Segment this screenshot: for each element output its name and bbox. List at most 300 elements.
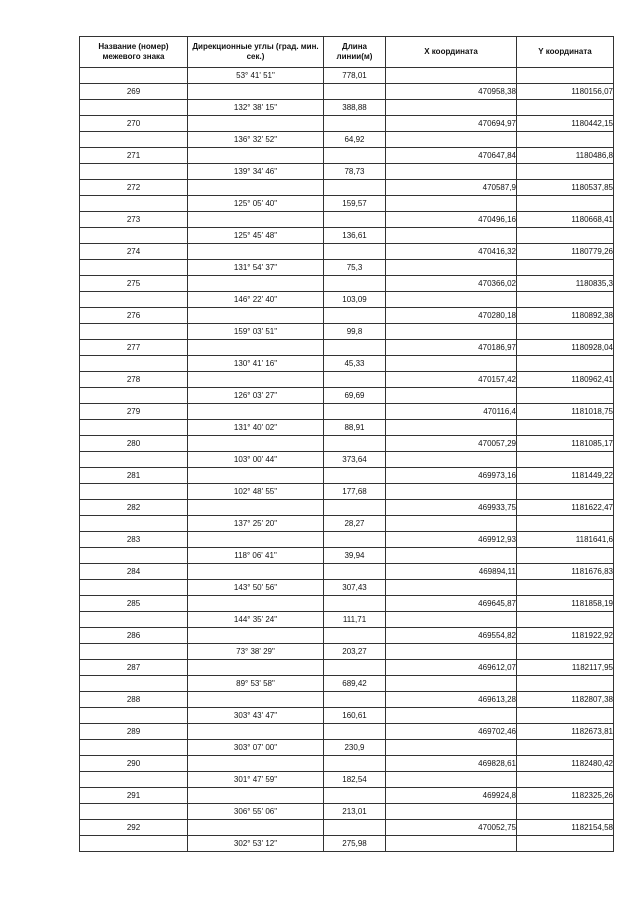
segment-length: 778,01 (324, 68, 386, 84)
empty-cell (386, 100, 517, 116)
point-row (80, 180, 614, 196)
empty-cell (324, 724, 386, 740)
empty-cell (517, 100, 614, 116)
empty-cell (324, 84, 386, 100)
segment-row (80, 452, 614, 468)
point-row (80, 756, 614, 772)
segment-bearing: 118° 06' 41" (188, 548, 324, 564)
point-y-coordinate: 1180486,8 (517, 148, 614, 164)
empty-cell (80, 228, 188, 244)
header-x-coordinate: X координата (386, 37, 517, 68)
empty-cell (80, 612, 188, 628)
point-y-coordinate: 1182480,42 (517, 756, 614, 772)
empty-cell (386, 708, 517, 724)
empty-cell (188, 756, 324, 772)
empty-cell (80, 708, 188, 724)
point-y-coordinate: 1180779,26 (517, 244, 614, 260)
segment-bearing: 102° 48' 55" (188, 484, 324, 500)
segment-row (80, 644, 614, 660)
point-row (80, 308, 614, 324)
point-y-coordinate: 1180835,3 (517, 276, 614, 292)
point-row (80, 212, 614, 228)
empty-cell (324, 692, 386, 708)
point-name: 276 (80, 308, 188, 324)
segment-bearing: 306° 55' 06" (188, 804, 324, 820)
point-row (80, 468, 614, 484)
empty-cell (517, 836, 614, 852)
segment-row (80, 388, 614, 404)
point-name: 270 (80, 116, 188, 132)
point-x-coordinate: 470958,38 (386, 84, 517, 100)
empty-cell (324, 116, 386, 132)
table-body (80, 68, 614, 852)
empty-cell (188, 596, 324, 612)
point-x-coordinate: 469613,28 (386, 692, 517, 708)
point-row (80, 436, 614, 452)
segment-bearing: 131° 54' 37" (188, 260, 324, 276)
segment-bearing: 125° 05' 40" (188, 196, 324, 212)
point-x-coordinate: 470647,84 (386, 148, 517, 164)
empty-cell (188, 180, 324, 196)
empty-cell (386, 772, 517, 788)
empty-cell (188, 500, 324, 516)
point-row (80, 532, 614, 548)
empty-cell (80, 804, 188, 820)
point-y-coordinate: 1182154,58 (517, 820, 614, 836)
empty-cell (188, 660, 324, 676)
segment-row (80, 740, 614, 756)
empty-cell (386, 196, 517, 212)
empty-cell (386, 548, 517, 564)
segment-length: 88,91 (324, 420, 386, 436)
header-y-coordinate: Y координата (517, 37, 614, 68)
empty-cell (386, 580, 517, 596)
segment-bearing: 103° 00' 44" (188, 452, 324, 468)
point-name: 284 (80, 564, 188, 580)
empty-cell (517, 548, 614, 564)
empty-cell (188, 692, 324, 708)
empty-cell (386, 228, 517, 244)
point-x-coordinate: 469924,8 (386, 788, 517, 804)
empty-cell (188, 244, 324, 260)
segment-length: 64,92 (324, 132, 386, 148)
segment-bearing: 146° 22' 40" (188, 292, 324, 308)
point-x-coordinate: 469973,16 (386, 468, 517, 484)
empty-cell (80, 740, 188, 756)
point-name: 279 (80, 404, 188, 420)
point-row (80, 820, 614, 836)
empty-cell (188, 116, 324, 132)
empty-cell (80, 260, 188, 276)
point-y-coordinate: 1181449,22 (517, 468, 614, 484)
segment-row (80, 356, 614, 372)
empty-cell (386, 644, 517, 660)
point-name: 286 (80, 628, 188, 644)
empty-cell (386, 740, 517, 756)
segment-length: 177,68 (324, 484, 386, 500)
empty-cell (517, 452, 614, 468)
empty-cell (324, 212, 386, 228)
point-y-coordinate: 1181641,6 (517, 532, 614, 548)
empty-cell (324, 340, 386, 356)
segment-length: 111,71 (324, 612, 386, 628)
segment-row (80, 484, 614, 500)
segment-bearing: 139° 34' 46" (188, 164, 324, 180)
empty-cell (324, 628, 386, 644)
point-row (80, 372, 614, 388)
empty-cell (324, 180, 386, 196)
header-row (80, 37, 614, 68)
empty-cell (386, 612, 517, 628)
segment-row (80, 196, 614, 212)
point-name: 283 (80, 532, 188, 548)
point-name: 287 (80, 660, 188, 676)
point-y-coordinate: 1181676,83 (517, 564, 614, 580)
segment-bearing: 144° 35' 24" (188, 612, 324, 628)
point-y-coordinate: 1181622,47 (517, 500, 614, 516)
empty-cell (188, 820, 324, 836)
segment-row (80, 708, 614, 724)
segment-row (80, 228, 614, 244)
point-row (80, 404, 614, 420)
empty-cell (517, 484, 614, 500)
segment-length: 160,61 (324, 708, 386, 724)
empty-cell (517, 132, 614, 148)
point-row (80, 692, 614, 708)
point-row (80, 116, 614, 132)
point-x-coordinate: 470116,4 (386, 404, 517, 420)
empty-cell (386, 164, 517, 180)
empty-cell (517, 228, 614, 244)
empty-cell (80, 388, 188, 404)
segment-bearing: 53° 41' 51" (188, 68, 324, 84)
segment-length: 213,01 (324, 804, 386, 820)
point-x-coordinate: 469933,75 (386, 500, 517, 516)
empty-cell (386, 676, 517, 692)
empty-cell (80, 484, 188, 500)
empty-cell (324, 436, 386, 452)
point-row (80, 500, 614, 516)
segment-bearing: 143° 50' 56" (188, 580, 324, 596)
point-name: 278 (80, 372, 188, 388)
point-x-coordinate: 470052,75 (386, 820, 517, 836)
empty-cell (80, 452, 188, 468)
point-y-coordinate: 1182325,26 (517, 788, 614, 804)
segment-row (80, 548, 614, 564)
segment-length: 275,98 (324, 836, 386, 852)
point-y-coordinate: 1180537,85 (517, 180, 614, 196)
empty-cell (80, 132, 188, 148)
empty-cell (324, 532, 386, 548)
segment-row (80, 292, 614, 308)
empty-cell (386, 804, 517, 820)
empty-cell (80, 580, 188, 596)
empty-cell (517, 676, 614, 692)
segment-length: 159,57 (324, 196, 386, 212)
point-x-coordinate: 470496,16 (386, 212, 517, 228)
segment-length: 99,8 (324, 324, 386, 340)
empty-cell (188, 404, 324, 420)
empty-cell (517, 388, 614, 404)
segment-bearing: 126° 03' 27" (188, 388, 324, 404)
empty-cell (324, 596, 386, 612)
empty-cell (188, 628, 324, 644)
segment-length: 69,69 (324, 388, 386, 404)
segment-length: 136,61 (324, 228, 386, 244)
segment-row (80, 68, 614, 84)
empty-cell (386, 324, 517, 340)
segment-bearing: 131° 40' 02" (188, 420, 324, 436)
point-name: 291 (80, 788, 188, 804)
point-row (80, 276, 614, 292)
empty-cell (386, 132, 517, 148)
empty-cell (80, 516, 188, 532)
empty-cell (188, 564, 324, 580)
point-x-coordinate: 469702,46 (386, 724, 517, 740)
segment-length: 388,88 (324, 100, 386, 116)
segment-row (80, 772, 614, 788)
empty-cell (324, 244, 386, 260)
point-x-coordinate: 469894,11 (386, 564, 517, 580)
point-row (80, 148, 614, 164)
segment-bearing: 303° 43' 47" (188, 708, 324, 724)
empty-cell (517, 580, 614, 596)
segment-bearing: 125° 45' 48" (188, 228, 324, 244)
segment-length: 307,43 (324, 580, 386, 596)
point-x-coordinate: 469554,82 (386, 628, 517, 644)
empty-cell (80, 196, 188, 212)
empty-cell (188, 436, 324, 452)
empty-cell (80, 836, 188, 852)
segment-row (80, 420, 614, 436)
empty-cell (188, 212, 324, 228)
segment-bearing: 301° 47' 59" (188, 772, 324, 788)
point-y-coordinate: 1180962,41 (517, 372, 614, 388)
point-y-coordinate: 1180156,07 (517, 84, 614, 100)
empty-cell (188, 84, 324, 100)
empty-cell (188, 372, 324, 388)
empty-cell (386, 356, 517, 372)
empty-cell (324, 276, 386, 292)
segment-row (80, 260, 614, 276)
segment-length: 103,09 (324, 292, 386, 308)
segment-bearing: 136° 32' 52" (188, 132, 324, 148)
table-header (80, 37, 614, 68)
empty-cell (80, 324, 188, 340)
segment-row (80, 100, 614, 116)
empty-cell (324, 788, 386, 804)
segment-length: 689,42 (324, 676, 386, 692)
header-length: Длина линии(м) (324, 37, 386, 68)
segment-row (80, 804, 614, 820)
segment-row (80, 676, 614, 692)
point-row (80, 788, 614, 804)
empty-cell (517, 292, 614, 308)
point-name: 269 (80, 84, 188, 100)
point-x-coordinate: 470416,32 (386, 244, 517, 260)
segment-bearing: 159° 03' 51" (188, 324, 324, 340)
segment-row (80, 132, 614, 148)
empty-cell (517, 516, 614, 532)
segment-length: 75,3 (324, 260, 386, 276)
segment-length: 45,33 (324, 356, 386, 372)
point-y-coordinate: 1181085,17 (517, 436, 614, 452)
empty-cell (517, 260, 614, 276)
empty-cell (386, 452, 517, 468)
empty-cell (324, 500, 386, 516)
empty-cell (324, 148, 386, 164)
empty-cell (324, 404, 386, 420)
point-row (80, 628, 614, 644)
point-name: 274 (80, 244, 188, 260)
empty-cell (517, 708, 614, 724)
empty-cell (517, 324, 614, 340)
empty-cell (386, 516, 517, 532)
segment-row (80, 836, 614, 852)
empty-cell (188, 788, 324, 804)
empty-cell (80, 68, 188, 84)
segment-row (80, 612, 614, 628)
empty-cell (386, 260, 517, 276)
point-name: 271 (80, 148, 188, 164)
empty-cell (517, 68, 614, 84)
point-row (80, 244, 614, 260)
point-x-coordinate: 470694,97 (386, 116, 517, 132)
segment-bearing: 89° 53' 58" (188, 676, 324, 692)
empty-cell (188, 308, 324, 324)
point-name: 281 (80, 468, 188, 484)
segment-bearing: 132° 38' 15" (188, 100, 324, 116)
empty-cell (517, 804, 614, 820)
empty-cell (324, 564, 386, 580)
segment-row (80, 580, 614, 596)
empty-cell (188, 276, 324, 292)
segment-length: 230,9 (324, 740, 386, 756)
empty-cell (517, 420, 614, 436)
empty-cell (324, 820, 386, 836)
point-name: 282 (80, 500, 188, 516)
empty-cell (188, 532, 324, 548)
segment-length: 28,27 (324, 516, 386, 532)
segment-length: 78,73 (324, 164, 386, 180)
point-x-coordinate: 470186,97 (386, 340, 517, 356)
point-y-coordinate: 1181858,19 (517, 596, 614, 612)
point-x-coordinate: 470587,9 (386, 180, 517, 196)
point-name: 275 (80, 276, 188, 292)
point-y-coordinate: 1180668,41 (517, 212, 614, 228)
empty-cell (386, 836, 517, 852)
point-row (80, 660, 614, 676)
point-row (80, 84, 614, 100)
point-x-coordinate: 469645,87 (386, 596, 517, 612)
header-point-name: Название (номер) межевого знака (80, 37, 188, 68)
segment-length: 39,94 (324, 548, 386, 564)
segment-bearing: 130° 41' 16" (188, 356, 324, 372)
segment-bearing: 73° 38' 29" (188, 644, 324, 660)
empty-cell (517, 356, 614, 372)
empty-cell (517, 772, 614, 788)
empty-cell (386, 420, 517, 436)
header-bearing: Дирекционные углы (град. мин. сек.) (188, 37, 324, 68)
segment-row (80, 516, 614, 532)
point-y-coordinate: 1182807,38 (517, 692, 614, 708)
segment-row (80, 164, 614, 180)
empty-cell (324, 372, 386, 388)
empty-cell (386, 292, 517, 308)
empty-cell (517, 612, 614, 628)
point-name: 272 (80, 180, 188, 196)
empty-cell (517, 164, 614, 180)
point-x-coordinate: 470280,18 (386, 308, 517, 324)
empty-cell (80, 772, 188, 788)
point-x-coordinate: 469612,07 (386, 660, 517, 676)
point-row (80, 564, 614, 580)
point-y-coordinate: 1182673,81 (517, 724, 614, 740)
point-row (80, 596, 614, 612)
segment-row (80, 324, 614, 340)
point-name: 273 (80, 212, 188, 228)
empty-cell (80, 100, 188, 116)
empty-cell (517, 196, 614, 212)
empty-cell (188, 340, 324, 356)
point-row (80, 340, 614, 356)
empty-cell (80, 644, 188, 660)
empty-cell (386, 388, 517, 404)
point-x-coordinate: 470057,29 (386, 436, 517, 452)
segment-bearing: 303° 07' 00" (188, 740, 324, 756)
point-name: 292 (80, 820, 188, 836)
empty-cell (188, 468, 324, 484)
point-y-coordinate: 1181018,75 (517, 404, 614, 420)
empty-cell (80, 676, 188, 692)
point-name: 288 (80, 692, 188, 708)
empty-cell (80, 356, 188, 372)
segment-length: 203,27 (324, 644, 386, 660)
empty-cell (188, 148, 324, 164)
segment-bearing: 302° 53' 12" (188, 836, 324, 852)
point-y-coordinate: 1180892,38 (517, 308, 614, 324)
empty-cell (517, 644, 614, 660)
point-name: 289 (80, 724, 188, 740)
point-x-coordinate: 469912,93 (386, 532, 517, 548)
point-y-coordinate: 1182117,95 (517, 660, 614, 676)
empty-cell (80, 292, 188, 308)
point-x-coordinate: 469828,61 (386, 756, 517, 772)
empty-cell (80, 164, 188, 180)
point-x-coordinate: 470157,42 (386, 372, 517, 388)
point-name: 285 (80, 596, 188, 612)
empty-cell (324, 468, 386, 484)
empty-cell (324, 756, 386, 772)
point-y-coordinate: 1180928,04 (517, 340, 614, 356)
segment-length: 373,64 (324, 452, 386, 468)
point-x-coordinate: 470366,02 (386, 276, 517, 292)
segment-bearing: 137° 25' 20" (188, 516, 324, 532)
empty-cell (386, 484, 517, 500)
point-y-coordinate: 1180442,15 (517, 116, 614, 132)
empty-cell (324, 308, 386, 324)
empty-cell (80, 548, 188, 564)
empty-cell (517, 740, 614, 756)
empty-cell (188, 724, 324, 740)
point-name: 280 (80, 436, 188, 452)
empty-cell (386, 68, 517, 84)
empty-cell (80, 420, 188, 436)
empty-cell (324, 660, 386, 676)
point-row (80, 724, 614, 740)
boundary-points-table (79, 36, 614, 852)
point-name: 277 (80, 340, 188, 356)
